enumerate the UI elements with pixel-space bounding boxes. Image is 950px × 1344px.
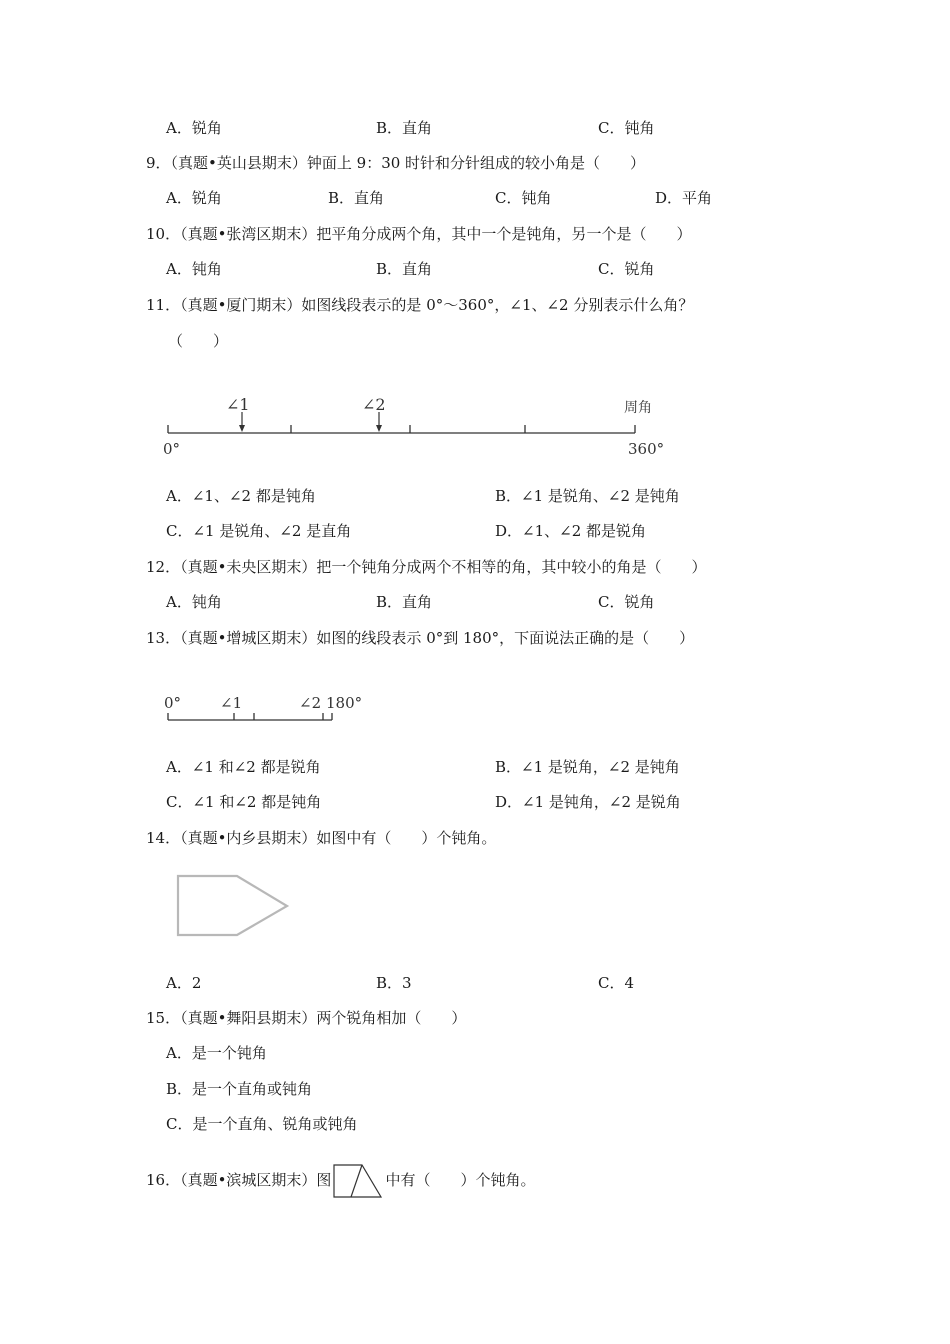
q16-stem bbox=[146, 1162, 535, 1199]
q9-option-d: D．平角 bbox=[655, 189, 713, 207]
q14-option-a: A．2 bbox=[166, 974, 202, 992]
q15-option-c: C．是一个直角、锐角或钝角 bbox=[166, 1115, 358, 1133]
q15-stem: 15．（真题•舞阳县期末）两个锐角相加（ ） bbox=[146, 1009, 467, 1027]
q8-option-c: C．钝角 bbox=[598, 119, 655, 137]
q9-option-a: A．锐角 bbox=[166, 189, 222, 207]
q13-label-end: 180° bbox=[326, 694, 363, 712]
q13-number-line-figure bbox=[160, 688, 380, 728]
q8-option-b: B．直角 bbox=[376, 119, 433, 137]
q13-option-a: A．∠1 和∠2 都是锐角 bbox=[166, 758, 321, 776]
q11-option-a: A．∠1、∠2 都是钝角 bbox=[166, 487, 316, 505]
q16-stem-before: 16．（真题•滨城区期末）图 bbox=[146, 1171, 332, 1189]
q11-option-c: C．∠1 是锐角、∠2 是直角 bbox=[166, 522, 352, 540]
q13-label-start: 0° bbox=[164, 694, 182, 712]
q10-stem: 10．（真题•张湾区期末）把平角分成两个角，其中一个是钝角，另一个是（ ） bbox=[146, 225, 692, 243]
q13-option-d: D．∠1 是钝角，∠2 是锐角 bbox=[495, 793, 681, 811]
q14-option-c: C．4 bbox=[598, 974, 635, 992]
q11-label-angle1: ∠1 bbox=[226, 395, 250, 414]
q8-option-a: A．锐角 bbox=[166, 119, 222, 137]
q12-option-a: A．钝角 bbox=[166, 593, 222, 611]
q11-label-full-angle: 周角 bbox=[624, 400, 652, 416]
q16-trapezoid-figure bbox=[333, 1163, 383, 1199]
q11-answer-paren: （ ） bbox=[168, 332, 229, 350]
q10-option-b: B．直角 bbox=[376, 260, 433, 278]
q11-stem: 11．（真题•厦门期末）如图线段表示的是 0°～360°，∠1、∠2 分别表示什么角？ bbox=[146, 296, 694, 314]
q11-number-line-figure bbox=[160, 390, 680, 465]
q14-pentagon-figure bbox=[172, 870, 294, 940]
q15-option-a: A．是一个钝角 bbox=[166, 1044, 267, 1062]
q9-option-b: B．直角 bbox=[328, 189, 385, 207]
q14-pentagon-shape bbox=[178, 876, 287, 935]
q15-option-b: B．是一个直角或钝角 bbox=[166, 1080, 313, 1098]
q13-stem: 13．（真题•增城区期末）如图的线段表示 0°到 180°，下面说法正确的是（ ） bbox=[146, 629, 695, 647]
q13-option-b: B．∠1 是锐角，∠2 是钝角 bbox=[495, 758, 680, 776]
q11-arrowhead-2 bbox=[376, 425, 382, 432]
q10-option-c: C．锐角 bbox=[598, 260, 655, 278]
q11-label-end: 360° bbox=[628, 440, 665, 458]
q14-option-b: B．3 bbox=[376, 974, 412, 992]
q10-option-a: A．钝角 bbox=[166, 260, 222, 278]
q9-stem: 9．（真题•英山县期末）钟面上 9：30 时针和分针组成的较小角是（ ） bbox=[146, 154, 646, 172]
q11-arrowhead-1 bbox=[239, 425, 245, 432]
q16-diagonal-line bbox=[351, 1165, 362, 1197]
q9-option-c: C．钝角 bbox=[495, 189, 552, 207]
q13-label-angle2: ∠2 bbox=[299, 694, 322, 712]
q11-label-start: 0° bbox=[163, 440, 181, 458]
q11-option-d: D．∠1、∠2 都是锐角 bbox=[495, 522, 647, 540]
q13-option-c: C．∠1 和∠2 都是钝角 bbox=[166, 793, 322, 811]
q12-option-b: B．直角 bbox=[376, 593, 433, 611]
q16-trapezoid-shape bbox=[334, 1165, 381, 1197]
q16-stem-after: 中有（ ）个钝角。 bbox=[385, 1171, 536, 1189]
q11-label-angle2: ∠2 bbox=[362, 395, 386, 414]
q12-option-c: C．锐角 bbox=[598, 593, 655, 611]
q13-label-angle1: ∠1 bbox=[220, 694, 243, 712]
q11-option-b: B．∠1 是锐角、∠2 是钝角 bbox=[495, 487, 680, 505]
q12-stem: 12．（真题•未央区期末）把一个钝角分成两个不相等的角，其中较小的角是（ ） bbox=[146, 558, 707, 576]
q14-stem: 14．（真题•内乡县期末）如图中有（ ）个钝角。 bbox=[146, 829, 497, 847]
